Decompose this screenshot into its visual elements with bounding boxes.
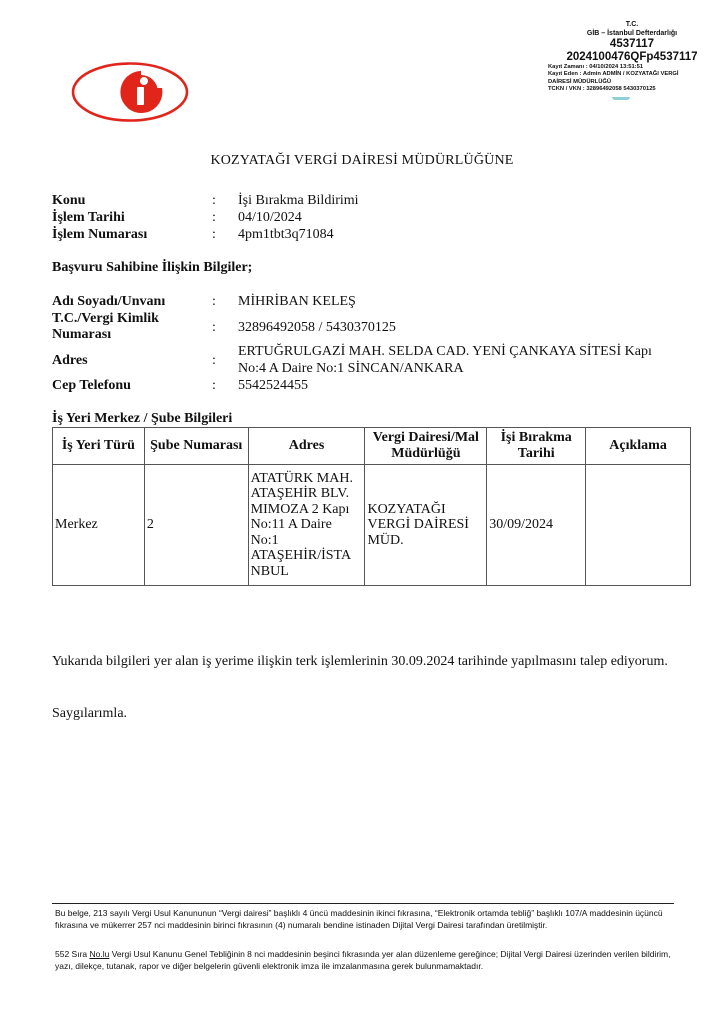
header-quit-date (487, 428, 586, 465)
subject-value: İşi Bırakma Bildirimi (238, 193, 359, 208)
cell-office-line: MÜD. (367, 532, 404, 548)
cell-office-line: KOZYATAĞI (367, 501, 446, 517)
colon: : (212, 210, 216, 225)
date-label: İşlem Tarihi (52, 210, 125, 225)
cell-office-line: VERGİ DAİRESİ (367, 517, 469, 533)
table-header-row (53, 428, 691, 465)
footer-p2-b: Vergi Usul Kanunu Genel Tebliğinin 8 nci maddesinin beşinci fıkrasında yer alan düzenleme gereğince; Dijital Vergi Dairesi üzerinden verilen bildirim, yazı, dilekçe, tutanak, rapor ve diğer belgelerin güvenli elektronik imza ile imzalanmasına gerek bulunmamaktadır. (55, 949, 671, 971)
date-value: 04/10/2024 (238, 210, 302, 225)
stamp-recorder-2: DAİRESİ MÜDÜRLÜĞÜ (548, 78, 612, 85)
cell-address (248, 465, 365, 586)
footer-legal-2 (55, 949, 675, 972)
header-office-line1: Vergi Dairesi/Mal (372, 430, 479, 445)
closing-text: Saygılarımla. (52, 706, 128, 721)
header-office (365, 428, 487, 465)
name-label: Adı Soyadı/Unvanı (52, 294, 166, 309)
gib-logo (71, 62, 189, 122)
header-quit-line2: Tarihi (517, 446, 555, 461)
id-label: T.C./Vergi Kimlik (52, 311, 159, 326)
footer-p2-a: 552 Sıra (55, 949, 90, 959)
address-line1: ERTUĞRULGAZİ MAH. SELDA CAD. YENİ ÇANKAYA SİTESİ Kapı (238, 344, 652, 359)
colon: : (212, 227, 216, 242)
number-value: 4pm1tbt3q71084 (238, 227, 334, 242)
id-label-2: Numarası (52, 327, 112, 342)
cell-type: Merkez (53, 465, 145, 586)
cell-address-line: NBUL (250, 563, 289, 579)
id-value: 32896492058 / 5430370125 (238, 320, 396, 335)
electronic-stamp (548, 20, 716, 114)
name-value: MİHRİBAN KELEŞ (238, 294, 356, 309)
cell-address-line: No:1 (250, 532, 279, 548)
cell-address-line: ATATÜRK MAH. (250, 470, 353, 486)
address-line2: No:4 A Daire No:1 SİNCAN/ANKARA (238, 361, 464, 376)
colon: : (212, 320, 216, 335)
number-label: İşlem Numarası (52, 227, 148, 242)
colon: : (212, 378, 216, 393)
footer-p2-underlined: No.lu (89, 949, 110, 959)
header-quit-line1: İşi Bırakma (500, 430, 572, 445)
footer-divider (52, 903, 674, 904)
cell-address-line: ATAŞEHİR BLV. (250, 486, 350, 502)
stamp-line1: T.C. (625, 21, 639, 28)
request-text: Yukarıda bilgileri yer alan iş yerime ilişkin terk işlemlerinin 30.09.2024 tarihinde yapılmasını talep ediyorum. (52, 654, 668, 669)
cell-address-line: MIMOZA 2 Kapı (250, 501, 350, 517)
cell-note (586, 465, 691, 586)
subject-label: Konu (52, 193, 86, 208)
header-office-line2: Müdürlüğü (391, 446, 461, 461)
stamp-code: 2024100476QFp4537117 (566, 51, 698, 63)
cell-branch-no: 2 (144, 465, 248, 586)
branch-table (52, 427, 691, 586)
stamp-record-time: Kayıt Zamanı : 04/10/2024 13:51:51 (548, 64, 644, 70)
colon: : (212, 193, 216, 208)
cell-address-line: ATAŞEHİR/İSTA (250, 548, 352, 564)
colon: : (212, 353, 216, 368)
branch-heading: İş Yeri Merkez / Şube Bilgileri (52, 411, 233, 426)
header-note: Açıklama (586, 428, 691, 465)
stamp-mark (612, 97, 630, 100)
stamp-number: 4537117 (609, 38, 655, 50)
stamp-tckn: TCKN / VKN : 32896492058 5430370125 (548, 86, 656, 93)
cell-office (365, 465, 487, 586)
cell-address-line: No:11 A Daire (250, 517, 332, 533)
stamp-line2: GİB – İstanbul Defterdarlığı (586, 30, 678, 37)
stamp-recorder: Kayıt Eden : Admin ADMİN / KOZYATAĞI VERGİ (548, 71, 679, 78)
colon: : (212, 294, 216, 309)
address-label: Adres (52, 353, 88, 368)
footer-legal-1: Bu belge, 213 sayılı Vergi Usul Kanununun “Vergi dairesi” başlıklı 4 üncü maddesinin ikinci fıkrasına, “Elektronik ortamda tebliğ” başlıklı 107/A maddesinin üçüncü fıkrasına ve mükerrer 257 nci maddesinin birinci fıkrasının (4) numaralı bendine istinaden Dijital Vergi Dairesi tarafından üretilmiştir. (55, 908, 663, 930)
table-row (53, 465, 691, 586)
cell-quit-date: 30/09/2024 (487, 465, 586, 586)
header-type: İş Yeri Türü (53, 428, 145, 465)
header-branch-no: Şube Numarası (144, 428, 248, 465)
phone-label: Cep Telefonu (52, 378, 131, 393)
phone-value: 5542524455 (238, 378, 308, 393)
applicant-heading: Başvuru Sahibine İlişkin Bilgiler; (52, 260, 253, 275)
header-address: Adres (248, 428, 365, 465)
page-title: KOZYATAĞI VERGİ DAİRESİ MÜDÜRLÜĞÜNE (210, 153, 514, 168)
